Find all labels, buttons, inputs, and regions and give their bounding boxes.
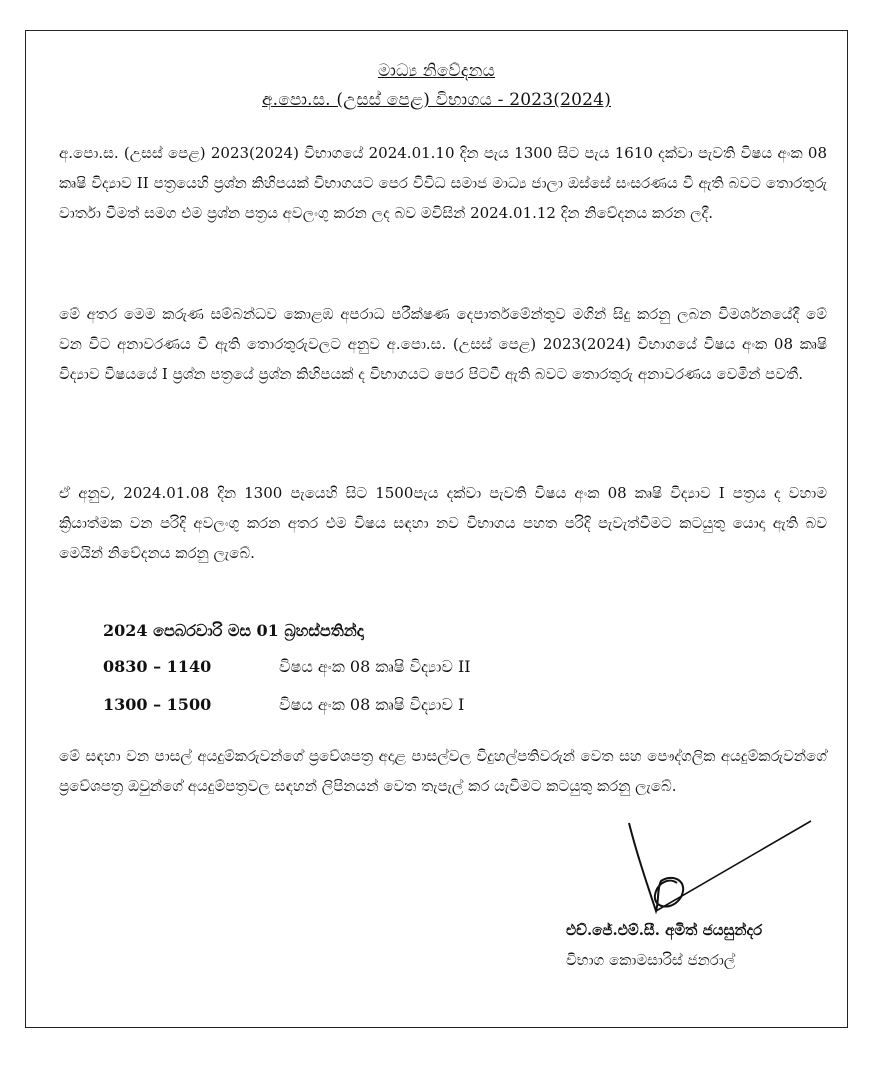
notice-subtitle: අ.පො.ස. (උසස් පෙළ) විභාගය - 2023(2024) (261, 90, 612, 110)
signatory-designation: විභාග කොමසාරිස් ජනරාල් (566, 951, 736, 969)
schedule-subject: විෂය අංක 08 කෘෂි විද්‍යාව I (279, 695, 465, 714)
paragraph-1: අ.පො.ස. (උසස් පෙළ) 2023(2024) විභාගයේ 2024.01.10 දින පැය 1300 සිට පැය 1610 දක්වා පැවති විෂය අංක 08 කෘෂි විද්‍යාව II පත්‍රයෙහි ප්‍රශ්න කිහිපයක් විභාගයට පෙර විවිධ සමාජ මාධ්‍ය ජාලා ඔස්සේ සංසරණය වී ඇති බවට තොරතුරු වාර්තා වීමත් සමග එම ප්‍රශ්න පත්‍රය අවලංගු කරන ලද බව මවිසින් 2024.01.12 දින නිවේදනය කරන ලදී. (59, 144, 827, 222)
notice-title: මාධ්‍ය නිවේදනය (377, 61, 496, 81)
schedule-time: 0830 – 1140 (103, 657, 212, 676)
paragraph-3: ඒ අනුව, 2024.01.08 දින 1300 පැයෙහි සිට 1500පැය දක්වා පැවති විෂය අංක 08 කෘෂි විද්‍යාව I පත්‍රය ද වහාම ක්‍රියාත්මක වන පරිදි අවලංගු කරන අතර එම විෂය සඳහා නව විභාගය පහත පරිදි පැවැත්වීමට කටයුතු යොදා ඇති බව මෙයින් නිවේදනය කරනු ලැබේ. (59, 484, 827, 562)
schedule-time: 1300 – 1500 (103, 695, 212, 714)
notice-frame (25, 30, 848, 1028)
signatory-name: එච්.ජේ.එම්.සී. අමිත් ජයසුන්දර (566, 921, 763, 939)
signature-mark (611, 811, 831, 931)
schedule-subject: විෂය අංක 08 කෘෂි විද්‍යාව II (279, 657, 471, 676)
schedule-date: 2024 පෙබරවාරි මස 01 බ්‍රහස්පතින්දා (103, 621, 364, 640)
paragraph-4: මේ සඳහා වන පාසල් අයදුම්කරුවන්ගේ ප්‍රවේශපත්‍ර අදාළ පාසල්වල විදුහල්පතිවරුන් වෙත සහ පෞද්ගලික අයදුම්කරුවන්ගේ ප්‍රවේශපත්‍ර ඔවුන්ගේ අයදුම්පත්‍රවල සඳහන් ලිපිනයන් වෙත තැපැල් කර යැවීමට කටයුතු කරනු ලැබේ. (59, 747, 827, 795)
paragraph-2: මේ අතර මෙම කරුණ සම්බන්ධව කොළඹ අපරාධ පරීක්ෂණ දෙපාර්තමේන්තුව මගින් සිදු කරනු ලබන විමර්ශනයේදී මේ වන විට අනාවරණය වී ඇති තොරතුරුවලට අනුව අ.පො.ස. (උසස් පෙළ) 2023(2024) විභාගයේ විෂය අංක 08 කෘෂි විද්‍යාව විෂයයේ I ප්‍රශ්න පත්‍රයේ ප්‍රශ්න කිහිපයක් ද විභාගයට පෙර පිටවී ඇති බවට තොරතුරු අනාවරණය වෙමින් පවතී. (59, 305, 827, 383)
